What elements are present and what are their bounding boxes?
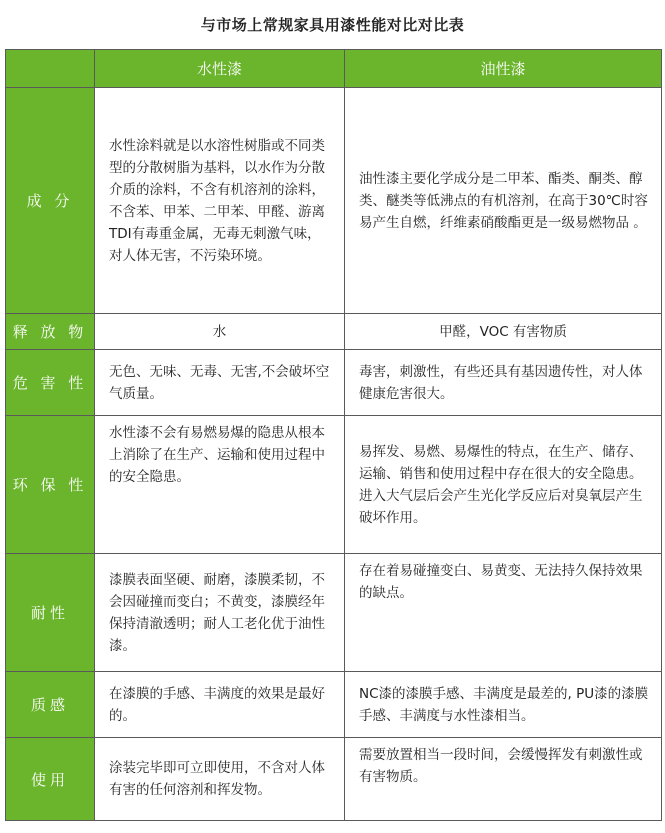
header-water-paint: 水性漆 [95,50,345,88]
table-row [6,88,662,314]
cell-text: 进入大气层后会产生光化学反应后对臭氧层产生破坏作用。 [359,487,643,526]
cell-text: 无色、无味、无毒、无害,不会破坏空气质量。 [109,363,330,402]
row-label: 环 保 性 [6,416,95,554]
cell-text: 水性涂料就是以水溶性树脂或不同类型的分散树脂为基料，以水作为分散介质的涂料，不含有机溶剂的涂料，不含苯、甲苯、二甲苯、甲醛、游离TDI有毒重金属，无毒无刺激气味，对人体无害，不污染环境。 [109,137,325,264]
row-label: 危 害 性 [6,350,95,416]
water-cell [95,672,345,738]
oil-cell [345,554,662,672]
row-label: 成 分 [6,88,95,314]
water-cell [95,554,345,672]
cell-text: 水性漆不会有易燃易爆的隐患从根本上消除了在生产、运输和使用过程中的安全隐患。 [109,425,325,485]
cell-text: 水 [212,323,227,340]
cell-text: 甲醛，VOC 有害物质 [439,323,567,340]
cell-text: 漆膜表面坚硬、耐磨，漆膜柔韧，不会因碰撞而变白；不黄变，漆膜经年保持清澈透明；耐人工老化优于油性漆。 [109,571,325,654]
oil-cell [345,314,662,350]
oil-cell [345,416,662,554]
row-label: 耐性 [6,554,95,672]
table-row [6,416,662,554]
header-corner [6,50,95,88]
table-row [6,314,662,350]
cell-text: NC漆的漆膜手感、丰满度是最差的, PU漆的漆膜手感、丰满度与水性漆相当。 [359,685,649,724]
row-label: 释 放 物 [6,314,95,350]
water-cell [95,88,345,314]
header-row [6,50,662,88]
cell-text: 存在着易碰撞变白、易黄变、无法持久保持效果的缺点。 [359,563,643,601]
cell-text: 毒害，刺激性，有些还具有基因遗传性，对人体健康危害很大。 [359,363,643,402]
row-label: 质感 [6,672,95,738]
row-label: 使用 [6,738,95,821]
oil-cell [345,350,662,416]
oil-cell [345,738,662,821]
table-row [6,672,662,738]
cell-text: 易挥发、易燃、易爆性的特点，在生产、储存、运输、销售和使用过程中存在很大的安全隐患。 [359,443,643,482]
table-row [6,554,662,672]
cell-text: 涂装完毕即可立即使用，不含对人体有害的任何溶剂和挥发物。 [109,760,325,798]
cell-text: 在漆膜的手感、丰满度的效果是最好的。 [109,685,325,724]
water-cell [95,738,345,821]
oil-cell [345,672,662,738]
table-row [6,350,662,416]
header-oil-paint: 油性漆 [345,50,662,88]
water-cell [95,314,345,350]
cell-text: 需要放置相当一段时间，会缓慢挥发有刺激性或有害物质。 [359,747,643,785]
water-cell [95,416,345,554]
table-title: 与市场上常规家具用漆性能对比对比表 [200,16,465,34]
comparison-table [5,49,662,821]
table-row [6,738,662,821]
oil-cell [345,88,662,314]
water-cell [95,350,345,416]
cell-text: 油性漆主要化学成分是二甲苯、酯类、酮类、醇类、醚类等低沸点的有机溶剂，在高于30℃时容易产生自燃，纤维素硝酸酯更是一级易燃物品 。 [359,170,648,231]
